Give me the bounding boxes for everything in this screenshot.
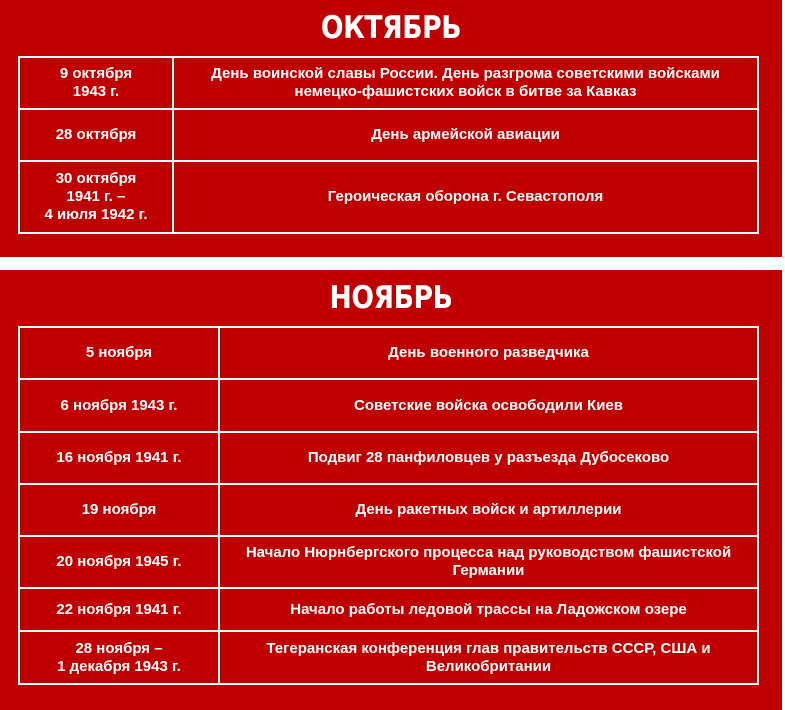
table-row — [19, 432, 758, 484]
table-row — [19, 327, 758, 379]
november-title: НОЯБРЬ — [329, 280, 453, 316]
event-description: День ракетных войск и артиллерии — [219, 484, 758, 536]
event-description: Начало Нюрнбергского процесса над руководством фашистской Германии — [219, 536, 758, 588]
date-line: 1 декабря 1943 г. — [57, 657, 181, 675]
event-date: 6 ноября 1943 г. — [19, 379, 219, 432]
table-row — [19, 161, 758, 233]
event-description: Советские войска освободили Киев — [219, 379, 758, 432]
event-description: Тегеранская конференция глав правительств СССР, США и Великобритании — [219, 631, 758, 684]
event-description: День военного разведчика — [219, 327, 758, 379]
event-date: 5 ноября — [19, 327, 219, 379]
event-description: Начало работы ледовой трассы на Ладожском озере — [219, 588, 758, 631]
event-date: 16 ноября 1941 г. — [19, 432, 219, 484]
event-description: День воинской славы России. День разгрома советскими войсками немецко-фашистских войск в битве за Кавказ — [173, 57, 758, 109]
november-events-table — [18, 326, 759, 685]
date-line: 30 октября — [55, 170, 137, 187]
october-events-table — [18, 56, 759, 234]
event-description: Подвиг 28 панфиловцев у разъезда Дубосеково — [219, 432, 758, 484]
event-description: День армейской авиации — [173, 109, 758, 161]
table-row — [19, 109, 758, 161]
october-panel — [0, 0, 782, 257]
date-line: 9 октября — [59, 65, 133, 82]
event-date: 20 ноября 1945 г. — [19, 536, 219, 588]
date-line: 4 июля 1942 г. — [44, 206, 148, 223]
date-line: 1941 г. – — [66, 188, 126, 205]
table-row — [19, 484, 758, 536]
event-date — [19, 161, 173, 233]
event-date: 28 октября — [19, 109, 173, 161]
event-date — [19, 631, 219, 684]
table-row — [19, 57, 758, 109]
event-description: Героическая оборона г. Севастополя — [173, 161, 758, 233]
date-line: 1943 г. — [72, 83, 120, 100]
table-row — [19, 379, 758, 432]
november-panel — [0, 270, 782, 710]
date-line: 28 ноября – — [75, 639, 163, 657]
event-date — [19, 57, 173, 109]
table-row — [19, 588, 758, 631]
table-row — [19, 631, 758, 684]
october-title: ОКТЯБРЬ — [320, 10, 462, 46]
event-date: 22 ноября 1941 г. — [19, 588, 219, 631]
event-date: 19 ноября — [19, 484, 219, 536]
table-row — [19, 536, 758, 588]
